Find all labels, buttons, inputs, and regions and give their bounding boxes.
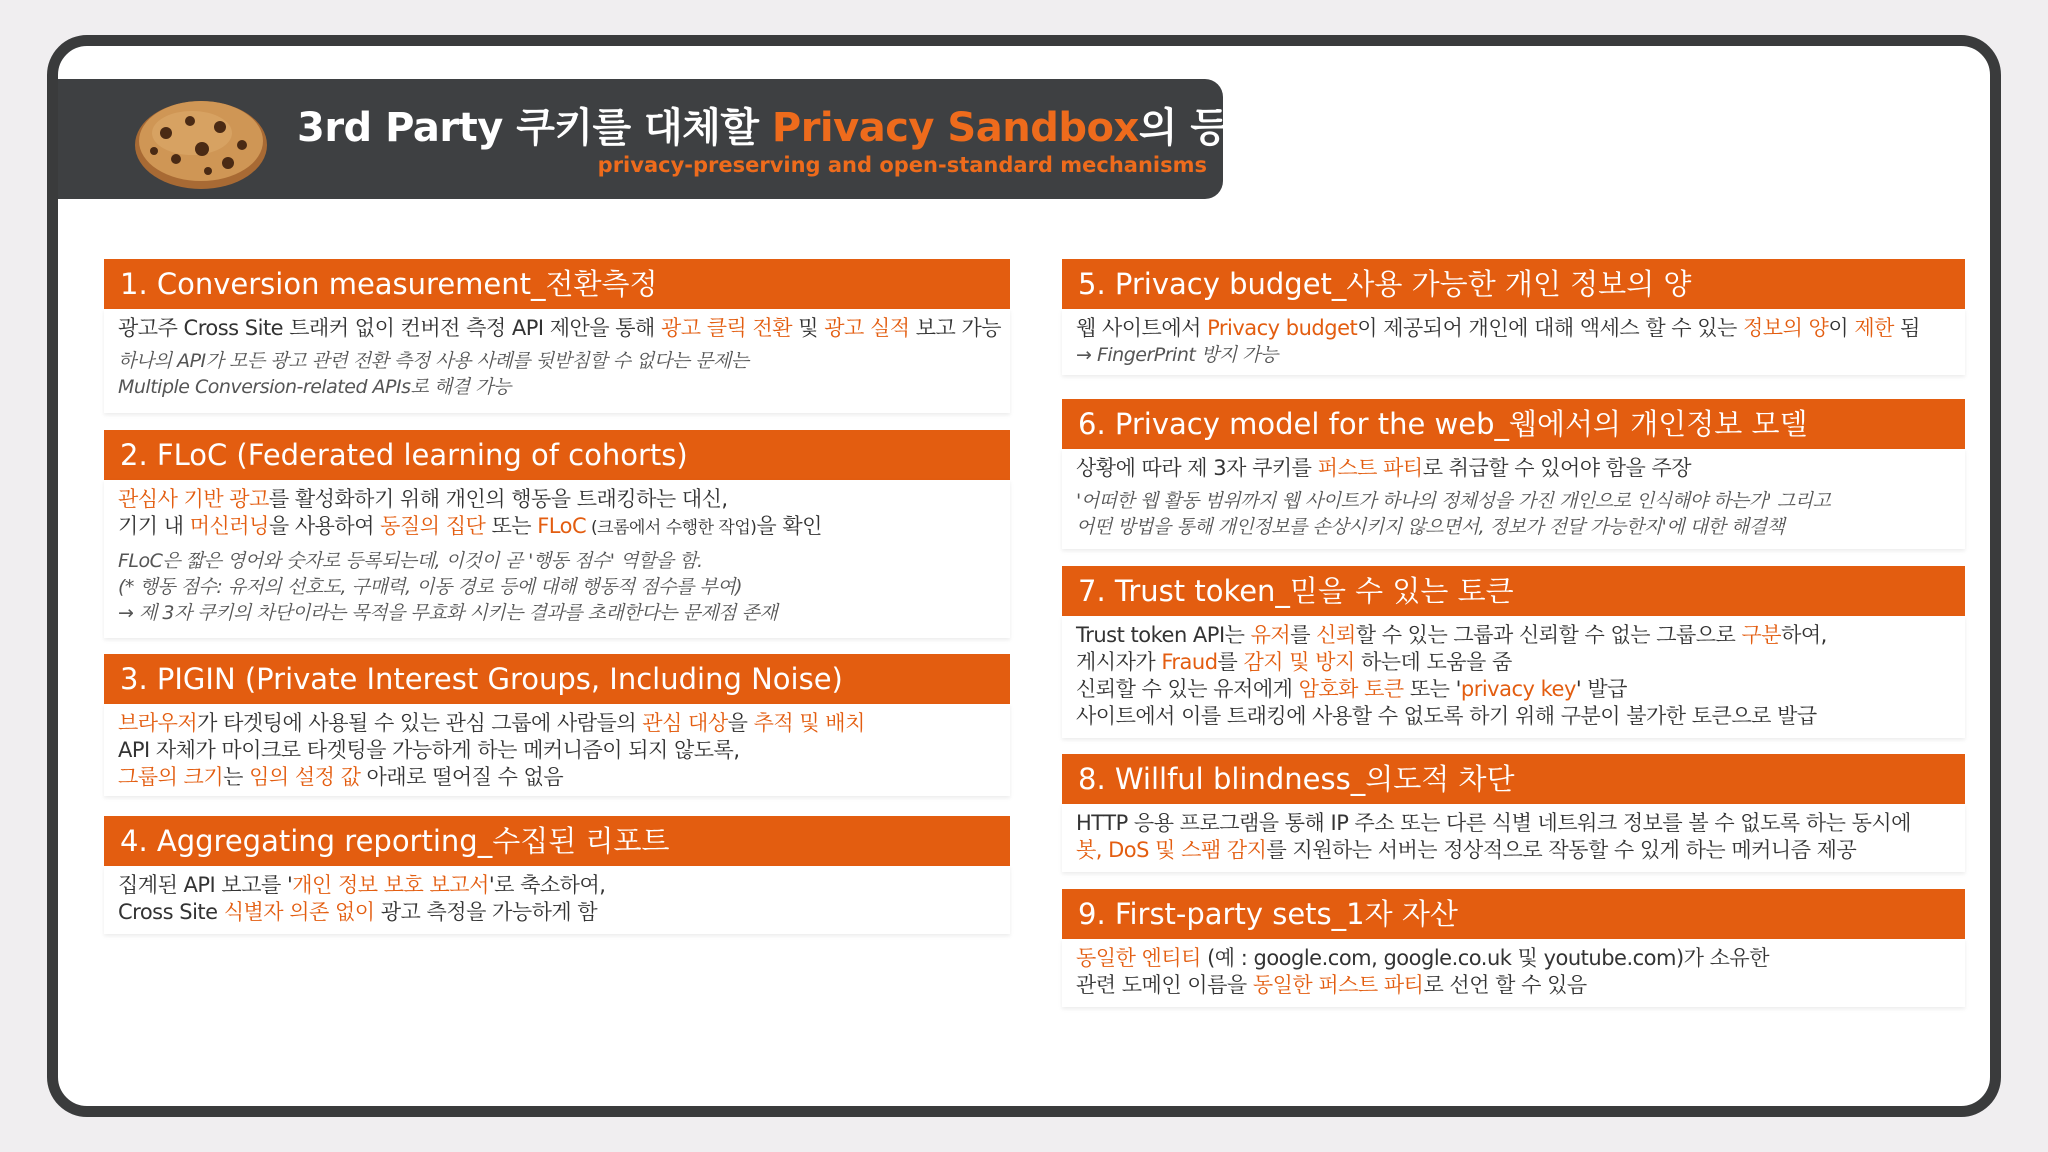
slide-frame <box>47 35 2001 1117</box>
section-privacy-model <box>1062 399 1965 549</box>
section-title: 6. Privacy model for the web_웹에서의 개인정보 모델 <box>1062 399 1965 449</box>
cookie-icon <box>132 93 270 191</box>
section-aggregating-reporting <box>104 816 1010 934</box>
section-note: 어떤 방법을 통해 개인정보를 손상시키지 않으면서, 정보가 전달 가능한지'에 대한 해결책 <box>1076 516 1785 538</box>
section-text: 집계된 API 보고를 '개인 정보 보호 보고서'로 축소하여, <box>118 873 606 897</box>
section-note: (* 행동 점수: 유저의 선호도, 구매력, 이동 경로 등에 대해 행동적 점수를 부여) <box>118 576 743 598</box>
section-trust-token <box>1062 566 1965 738</box>
section-title: 1. Conversion measurement_전환측정 <box>104 259 1010 309</box>
section-title: 9. First-party sets_1자 자산 <box>1062 889 1965 939</box>
section-text: 웹 사이트에서 Privacy budget이 제공되어 개인에 대해 액세스 할 수 있는 정보의 양이 제한 됨 <box>1076 316 1920 340</box>
section-pigin <box>104 654 1010 796</box>
section-first-party-sets <box>1062 889 1965 1007</box>
section-note: → 제 3자 쿠키의 차단이라는 목적을 무효화 시키는 결과를 초래한다는 문제점 존재 <box>118 602 778 624</box>
section-text: Trust token API는 유저를 신뢰할 수 있는 그룹과 신뢰할 수 없는 그룹으로 구분하여, <box>1076 623 1827 647</box>
section-title: 8. Willful blindness_의도적 차단 <box>1062 754 1965 804</box>
section-note: → FingerPrint 방지 가능 <box>1076 344 1278 366</box>
page-subtitle: privacy-preserving and open-standard mechanisms <box>597 153 1207 177</box>
section-text: 신뢰할 수 있는 유저에게 암호화 토큰 또는 'privacy key' 발급 <box>1076 677 1627 701</box>
section-note: 하나의 API가 모든 광고 관련 전환 측정 사용 사례를 뒷받침할 수 없다는 문제는 <box>118 350 749 372</box>
page-title: 3rd Party 쿠키를 대체할 Privacy Sandbox의 등장 <box>297 105 1267 151</box>
section-text: HTTP 응용 프로그램을 통해 IP 주소 또는 다른 식별 네트워크 정보를 볼 수 없도록 하는 동시에 <box>1076 811 1911 835</box>
section-text: 브라우저가 타겟팅에 사용될 수 있는 관심 그룹에 사람들의 관심 대상을 추적 및 배치 <box>118 711 865 735</box>
section-text: 그룹의 크기는 임의 설정 값 아래로 떨어질 수 없음 <box>118 765 564 789</box>
section-floc <box>104 430 1010 638</box>
title-bar <box>47 79 1267 199</box>
section-title: 7. Trust token_믿을 수 있는 토큰 <box>1062 566 1965 616</box>
section-title: 2. FLoC (Federated learning of cohorts) <box>104 430 1010 480</box>
section-note: FLoC은 짧은 영어와 숫자로 등록되는데, 이것이 곧 '행동 점수' 역할을 함. <box>118 550 703 572</box>
section-text: 상황에 따라 제 3자 쿠키를 퍼스트 파티로 취급할 수 있어야 함을 주장 <box>1076 456 1692 480</box>
section-text: 광고주 Cross Site 트래커 없이 컨버전 측정 API 제안을 통해 광고 클릭 전환 및 광고 실적 보고 가능 <box>118 316 1002 340</box>
section-conversion-measurement <box>104 259 1010 413</box>
section-willful-blindness <box>1062 754 1965 872</box>
section-text: 게시자가 Fraud를 감지 및 방지 하는데 도움을 줌 <box>1076 650 1512 674</box>
section-note: '어떠한 웹 활동 범위까지 웹 사이트가 하나의 정체성을 가진 개인으로 인식해야 하는가' 그리고 <box>1076 490 1831 512</box>
section-text: 기기 내 머신러닝을 사용하여 동질의 집단 또는 FLoC (크롬에서 수행한 작업)을 확인 <box>118 514 822 538</box>
section-text: 사이트에서 이를 트래킹에 사용할 수 없도록 하기 위해 구분이 불가한 토큰으로 발급 <box>1076 704 1817 728</box>
section-note: Multiple Conversion-related APIs로 해결 가능 <box>118 376 511 398</box>
section-title: 3. PIGIN (Private Interest Groups, Including Noise) <box>104 654 1010 704</box>
section-title: 5. Privacy budget_사용 가능한 개인 정보의 양 <box>1062 259 1965 309</box>
section-text: API 자체가 마이크로 타겟팅을 가능하게 하는 메커니즘이 되지 않도록, <box>118 738 740 762</box>
section-text: 관련 도메인 이름을 동일한 퍼스트 파티로 선언 할 수 있음 <box>1076 973 1587 997</box>
section-privacy-budget <box>1062 259 1965 375</box>
section-title: 4. Aggregating reporting_수집된 리포트 <box>104 816 1010 866</box>
section-text: Cross Site 식별자 의존 없이 광고 측정을 가능하게 함 <box>118 900 598 924</box>
section-text: 관심사 기반 광고를 활성화하기 위해 개인의 행동을 트래킹하는 대신, <box>118 487 728 511</box>
section-text: 동일한 엔티티 (예 : google.com, google.co.uk 및 youtube.com)가 소유한 <box>1076 946 1769 970</box>
section-text: 봇, DoS 및 스팸 감지를 지원하는 서버는 정상적으로 작동할 수 있게 하는 메커니즘 제공 <box>1076 838 1857 862</box>
title-highlight: Privacy Sandbox <box>771 105 1139 151</box>
